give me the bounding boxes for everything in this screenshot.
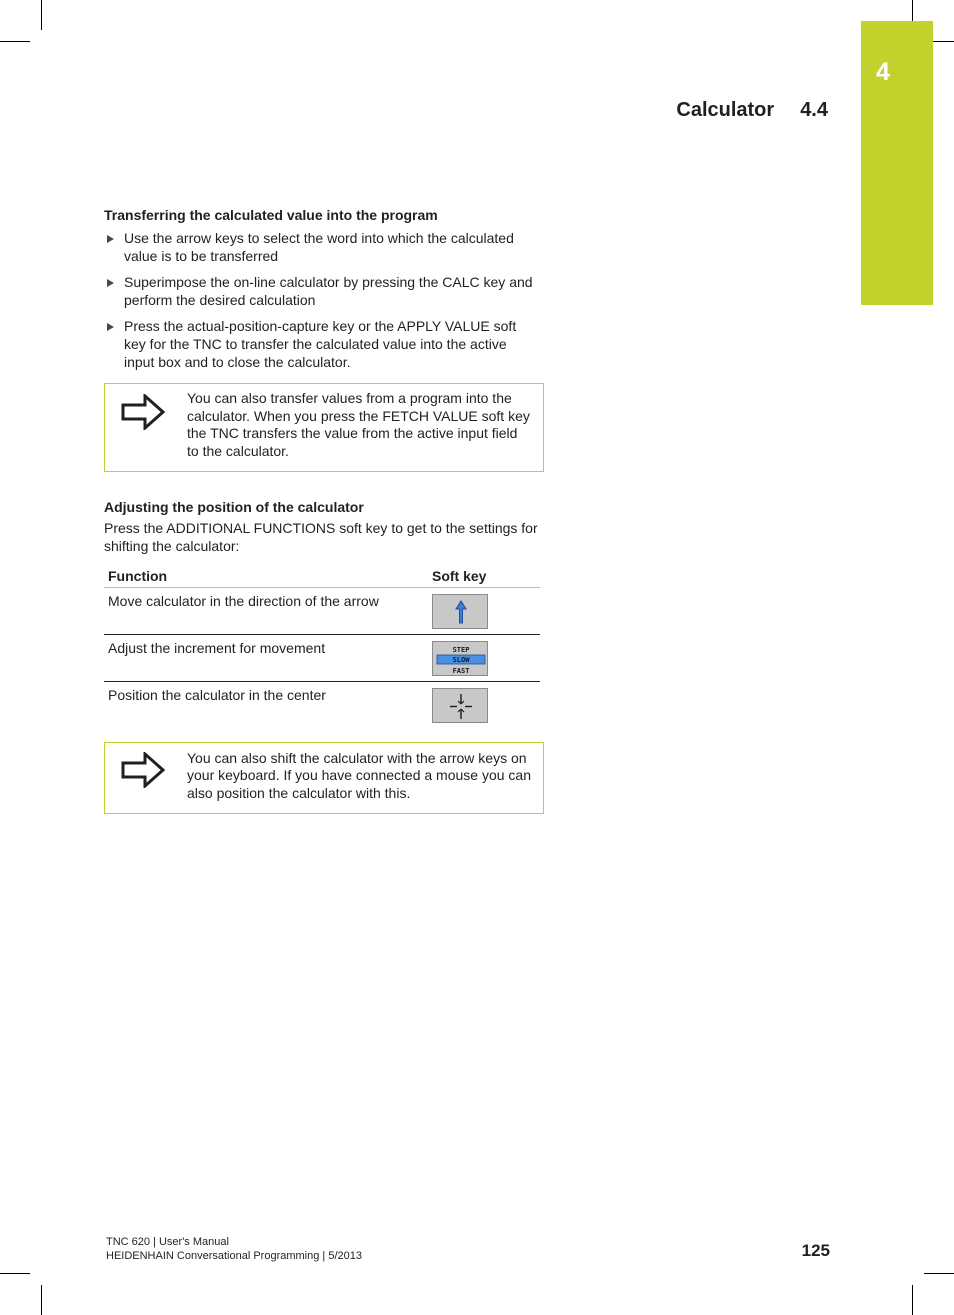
column-header: Soft key xyxy=(428,565,540,588)
footer-line: HEIDENHAIN Conversational Programming | 5/2013 xyxy=(106,1250,362,1262)
crop-mark xyxy=(912,1285,913,1315)
up-arrow-icon xyxy=(433,595,489,630)
center-softkey[interactable] xyxy=(432,688,488,723)
triangle-bullet-icon xyxy=(107,235,114,243)
note-box xyxy=(104,383,544,472)
page-footer xyxy=(106,1235,362,1263)
crop-mark xyxy=(0,41,30,42)
list-item: Superimpose the on-line calculator by pressing the CALC key and perform the desired calculation xyxy=(104,274,540,309)
table-header-row xyxy=(104,565,540,588)
column-header: Function xyxy=(104,565,428,588)
footer-line: TNC 620 | User's Manual xyxy=(106,1236,229,1248)
chapter-tab xyxy=(861,21,933,305)
triangle-bullet-icon xyxy=(107,323,114,331)
crop-mark xyxy=(924,1273,954,1274)
note-text: You can also transfer values from a program into the calculator. When you press the FETCH VALUE soft key the TNC transfers the value from the active input field to the calculator. xyxy=(187,390,530,459)
function-cell: Position the calculator in the center xyxy=(108,687,326,704)
crop-mark xyxy=(0,1273,30,1274)
arrow-right-icon xyxy=(121,394,165,430)
crop-mark xyxy=(41,0,42,30)
center-crosshair-icon xyxy=(433,689,489,724)
crop-mark xyxy=(41,1285,42,1315)
page-number: 125 xyxy=(801,1241,830,1260)
running-head xyxy=(676,99,828,122)
chapter-number: 4 xyxy=(876,58,890,86)
section-intro: Press the ADDITIONAL FUNCTIONS soft key to get to the settings for shifting the calculator: xyxy=(104,520,538,554)
function-cell: Adjust the increment for movement xyxy=(104,635,428,682)
function-cell: Move calculator in the direction of the arrow xyxy=(104,588,428,635)
softkey-label: FAST xyxy=(452,667,470,676)
section-heading: Adjusting the position of the calculator xyxy=(104,499,364,516)
step-list xyxy=(104,230,544,371)
softkey-table xyxy=(104,565,540,729)
arrow-right-icon xyxy=(121,752,165,788)
step-slow-fast-softkey[interactable] xyxy=(432,641,488,676)
move-arrow-softkey[interactable] xyxy=(432,594,488,629)
section-title: Calculator xyxy=(676,99,775,121)
note-box xyxy=(104,742,544,814)
section-number: 4.4 xyxy=(800,99,828,121)
list-item: Use the arrow keys to select the word into which the calculated value is to be transferred xyxy=(104,230,540,265)
main-content xyxy=(104,206,544,814)
softkey-label: STEP xyxy=(452,646,470,655)
table-row xyxy=(104,588,540,635)
softkey-label: SLOW xyxy=(452,656,470,665)
section-heading: Transferring the calculated value into the program xyxy=(104,207,438,223)
list-item: Press the actual-position-capture key or the APPLY VALUE soft key for the TNC to transfer the calculated value into the active input box and to close the calculator. xyxy=(104,318,540,371)
table-row xyxy=(104,682,540,729)
note-text: You can also shift the calculator with the arrow keys on your keyboard. If you have connected a mouse you can also position the calculator with this. xyxy=(187,749,531,802)
table-row xyxy=(104,635,540,682)
step-slow-fast-icon xyxy=(433,642,489,677)
triangle-bullet-icon xyxy=(107,279,114,287)
